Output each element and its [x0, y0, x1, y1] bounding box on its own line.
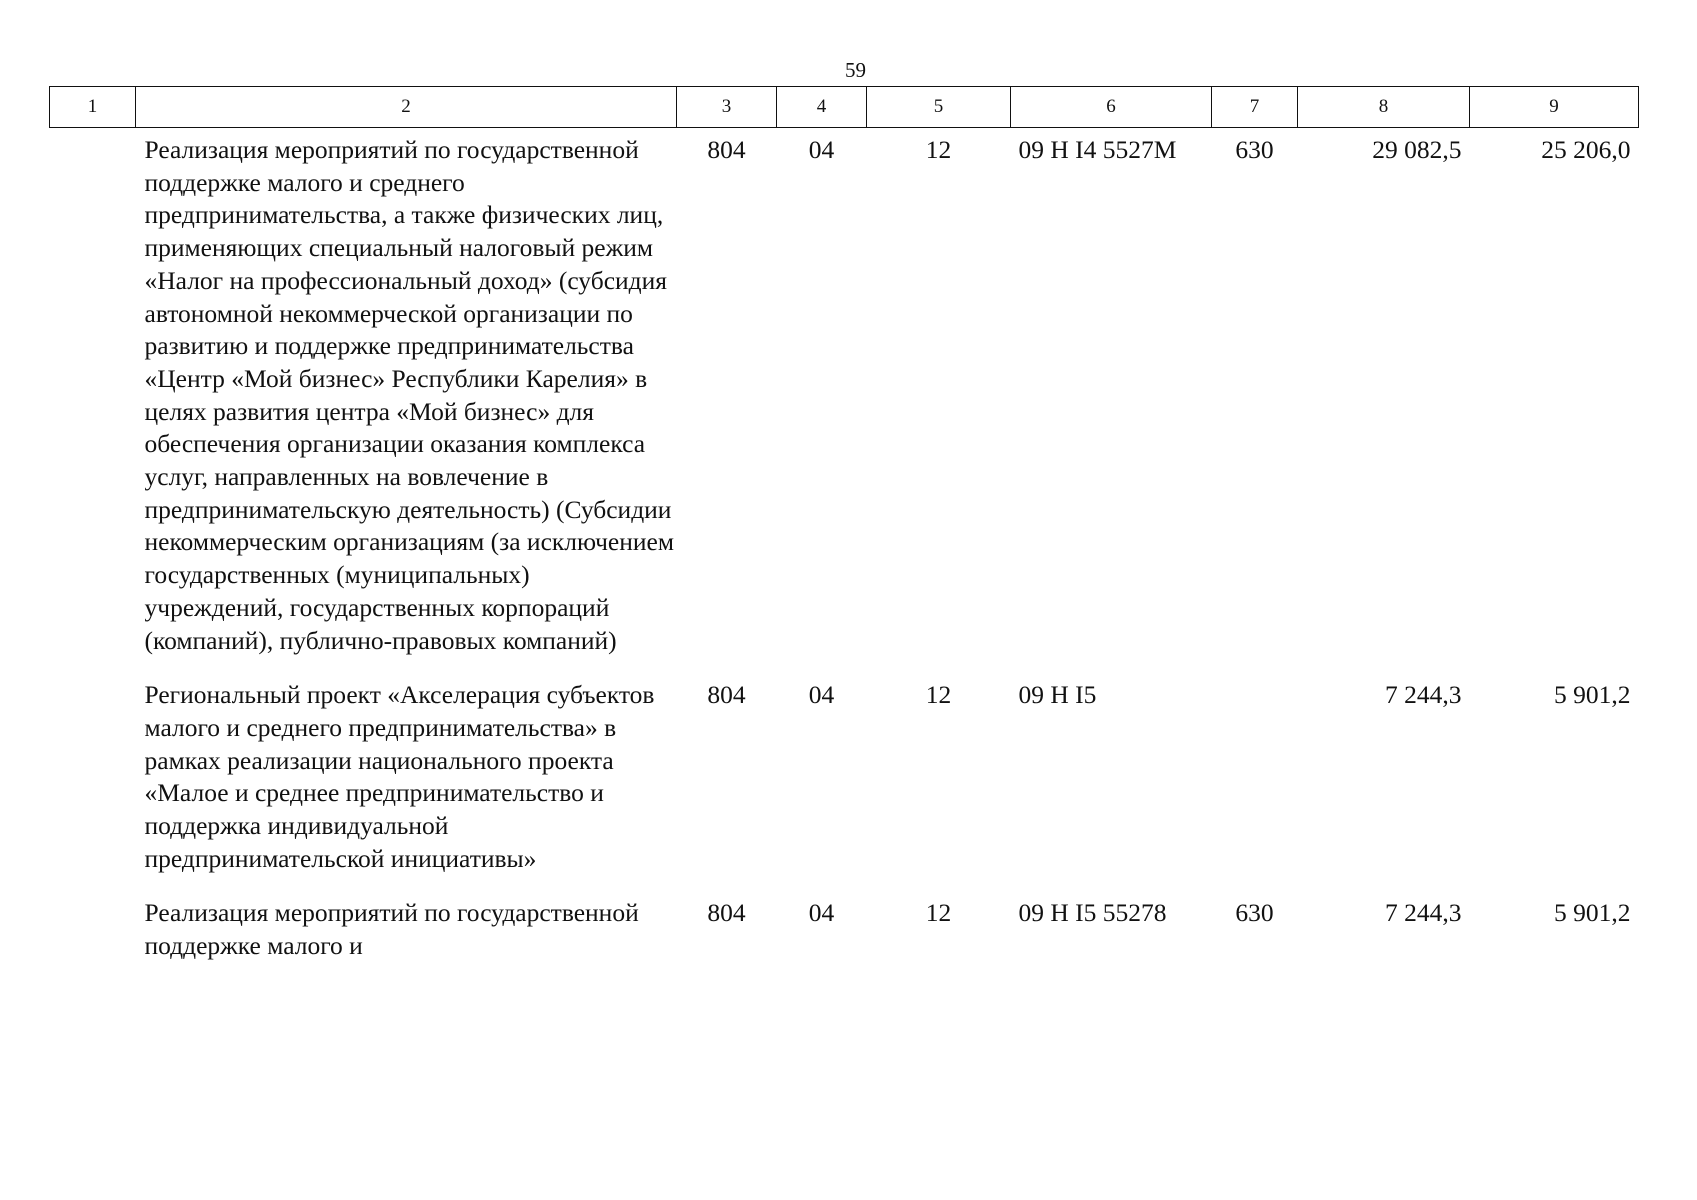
- cell-col3: 804: [707, 680, 746, 710]
- cell-col5: 12: [925, 898, 952, 928]
- cell-col1: [50, 128, 136, 674]
- header-col-7: 7: [1212, 87, 1298, 128]
- header-col-8: 8: [1298, 87, 1470, 128]
- cell-col3: 804: [707, 898, 746, 928]
- header-col-5: 5: [867, 87, 1011, 128]
- cell-description: Реализация мероприятий по государственной поддержке малого и среднего предпринимательства, а также физических лиц, применяющих специальный налоговый режим «Налог на профессиональный доход» (субсидия автономной некоммерческой организации по развитию и поддержке предпринимательства «Центр «Мой бизнес» Республики Карелия» в целях развития центра «Мой бизнес» для обеспечения организации оказания комплекса услуг, направленных на вовлечение в предпринимательскую деятельность) (Субсидии некоммерческим организациям (за исключением государственных (муниципальных) учреждений, государственных корпораций (компаний), публично-правовых компаний): [144, 135, 674, 655]
- cell-col8: 29 082,5: [1372, 135, 1462, 164]
- header-row: [50, 87, 1639, 128]
- cell-col4: 04: [808, 898, 835, 928]
- cell-col8: 7 244,3: [1385, 898, 1462, 928]
- cell-col3: 804: [707, 135, 746, 164]
- table-row: [50, 673, 1639, 891]
- header-col-2: 2: [136, 87, 677, 128]
- cell-col6: 09 Н I5: [1018, 680, 1097, 710]
- cell-col4: 04: [808, 680, 835, 710]
- header-col-3: 3: [677, 87, 777, 128]
- cell-description: Региональный проект «Акселерация субъектов малого и среднего предпринимательства» в рамках реализации национального проекта «Малое и среднее предпринимательство и поддержка индивидуальной предпринимательской инициативы»: [144, 680, 655, 873]
- cell-col4: 04: [808, 135, 835, 164]
- cell-col7: 630: [1235, 135, 1274, 164]
- cell-col9: 25 206,0: [1541, 135, 1631, 164]
- cell-col6: 09 Н I4 5527М: [1018, 135, 1177, 164]
- cell-col6: 09 Н I5 55278: [1018, 898, 1167, 928]
- cell-col5: 12: [925, 680, 952, 710]
- header-col-1: 1: [50, 87, 136, 128]
- cell-col1: [50, 673, 136, 891]
- cell-col9: 5 901,2: [1554, 898, 1631, 928]
- header-col-4: 4: [777, 87, 867, 128]
- table-body: [50, 128, 1639, 979]
- cell-col7: 630: [1235, 898, 1274, 928]
- cell-col9: 5 901,2: [1554, 680, 1631, 710]
- page-number: 59: [845, 58, 866, 82]
- cell-col8: 7 244,3: [1385, 680, 1462, 710]
- table-row: [50, 128, 1639, 674]
- cell-description: Реализация мероприятий по государственной поддержке малого и: [144, 898, 639, 961]
- cell-col5: 12: [925, 135, 952, 164]
- budget-table: [49, 86, 1639, 979]
- header-col-9: 9: [1470, 87, 1639, 128]
- table-row: [50, 891, 1639, 978]
- cell-col1: [50, 891, 136, 978]
- header-col-6: 6: [1011, 87, 1212, 128]
- table-header: [50, 87, 1639, 128]
- cell-col7: [1212, 673, 1298, 891]
